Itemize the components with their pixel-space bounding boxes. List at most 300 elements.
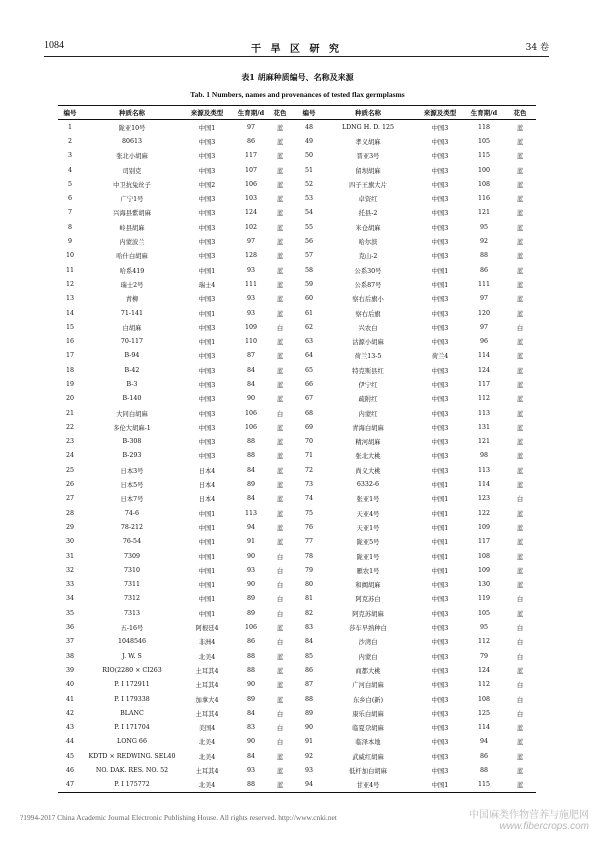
- table-cell: 疏附红: [358, 396, 378, 404]
- table-cell: 内蒙红: [358, 410, 378, 418]
- table-cell: 中国1: [431, 782, 449, 790]
- column-gap: [290, 606, 298, 620]
- table-cell: 11: [65, 266, 74, 274]
- copyright-footer: ?1994-2017 China Academic Journal Electronic Publishing House. All rights reserved. http://www.cnki.net: [20, 813, 337, 822]
- table-cell: 92: [304, 752, 313, 760]
- column-gap: [290, 763, 298, 777]
- column-header: 生育期/d: [237, 109, 265, 117]
- table-cell: 察右后旗小: [352, 296, 384, 304]
- table-cell: 蓝: [276, 753, 284, 761]
- table-cell: 日本4: [198, 496, 216, 504]
- table-row: [58, 234, 536, 248]
- table-row: [58, 120, 536, 135]
- table-row: [58, 549, 536, 563]
- table-cell: 中国1: [431, 567, 449, 575]
- table-cell: 武威红胡麻: [352, 753, 384, 761]
- table-cell: 1: [67, 123, 72, 131]
- table-cell: 80: [304, 581, 313, 589]
- table-cell: 蓝: [276, 482, 284, 490]
- table-cell: 90: [246, 552, 255, 560]
- table-row: [58, 220, 536, 234]
- table-cell: 中国1: [198, 539, 216, 547]
- table-cell: 108: [477, 695, 491, 703]
- column-gap: [290, 363, 298, 377]
- table-cell: 瑞士4: [198, 281, 216, 289]
- table-cell: 121: [477, 438, 491, 446]
- table-cell: RIO(2280 × CI263: [102, 666, 162, 674]
- column-gap: [290, 635, 298, 649]
- table-cell: 中国3: [431, 124, 449, 132]
- table-cell: 蓝: [516, 467, 524, 475]
- table-cell: 109: [244, 323, 258, 331]
- table-cell: 18: [65, 366, 74, 374]
- table-cell: 123: [477, 495, 491, 503]
- column-gap: [290, 620, 298, 634]
- table-cell: 北美4: [198, 753, 216, 761]
- table-cell: 荷兰4: [431, 353, 449, 361]
- table-cell: 54: [304, 209, 313, 217]
- table-cell: 114: [477, 481, 491, 489]
- table-cell: 116: [477, 195, 491, 203]
- table-cell: 白: [276, 553, 284, 561]
- table-cell: 晋亚3号: [356, 153, 380, 161]
- table-cell: 中国1: [431, 482, 449, 490]
- table-cell: P. I 171704: [114, 724, 150, 732]
- column-gap: [290, 334, 298, 348]
- table-cell: 中国3: [198, 167, 216, 175]
- table-cell: 10: [65, 252, 74, 260]
- table-cell: 中国1: [431, 524, 449, 532]
- table-cell: 蓝: [516, 253, 524, 261]
- table-cell: 蓝: [276, 210, 284, 218]
- table-cell: 蓝: [516, 296, 524, 304]
- table-cell: 美国4: [198, 725, 216, 733]
- volume-label: 34 卷: [525, 43, 549, 53]
- table-row: [58, 749, 536, 763]
- table-cell: 白: [516, 625, 524, 633]
- table-cell: 蓝: [516, 396, 524, 404]
- table-cell: 88: [246, 652, 255, 660]
- table-cell: 79: [479, 652, 488, 660]
- table-row: [58, 506, 536, 520]
- table-cell: 111: [477, 280, 491, 288]
- table-cell: 72: [304, 466, 313, 474]
- table-cell: 108: [477, 180, 491, 188]
- column-gap: [290, 735, 298, 749]
- table-cell: 托县-2: [358, 210, 378, 218]
- table-cell: KDTD × REDWING. SEL40: [88, 752, 176, 760]
- table-cell: 白胡麻: [122, 324, 142, 332]
- table-cell: 87: [246, 352, 255, 360]
- table-cell: 北美4: [198, 739, 216, 747]
- table-cell: 86: [246, 137, 255, 145]
- table-cell: 7310: [123, 566, 141, 574]
- table-cell: 米仓胡麻: [355, 224, 381, 232]
- table-row: [58, 449, 536, 463]
- table-row: [58, 535, 536, 549]
- table-row: [58, 134, 536, 148]
- table-cell: 蓝: [516, 753, 524, 761]
- column-header: 编号: [63, 109, 77, 117]
- table-cell: 蓝: [516, 768, 524, 775]
- table-cell: 蓝: [276, 138, 284, 146]
- table-cell: 70-117: [120, 338, 144, 346]
- table-cell: 土耳其4: [195, 768, 219, 775]
- table-cell: 中国3: [198, 224, 216, 232]
- table-cell: 103: [244, 195, 258, 203]
- table-cell: 8: [67, 223, 72, 231]
- table-cell: 中国3: [431, 625, 449, 633]
- table-cell: 蓝: [276, 524, 284, 532]
- table-cell: 中国2: [198, 181, 216, 189]
- table-cell: 中国3: [431, 224, 449, 232]
- table-cell: 中国3: [431, 324, 449, 332]
- table-caption-english: Tab. 1 Numbers, names and provenances of tested flax germplasms: [190, 90, 405, 99]
- column-gap: [290, 206, 298, 220]
- table-row: [58, 420, 536, 434]
- table-cell: 84: [246, 752, 255, 760]
- table-cell: 4: [67, 166, 72, 174]
- table-cell: 中国3: [431, 639, 449, 647]
- table-cell: 白: [276, 610, 284, 618]
- table-row: [58, 720, 536, 734]
- table-cell: 108: [477, 552, 491, 560]
- table-cell: 74-6: [124, 509, 140, 517]
- table-row: [58, 492, 536, 506]
- table-cell: 陇亚10号: [118, 124, 146, 132]
- table-cell: 蓝: [516, 210, 524, 218]
- table-cell: 130: [477, 581, 491, 589]
- table-cell: 蓝: [516, 453, 524, 461]
- table-cell: 2: [67, 137, 72, 145]
- table-cell: 59: [304, 280, 313, 288]
- watermark-line1: 中国麻类作物营养与施肥网: [469, 810, 589, 821]
- table-cell: 45: [65, 752, 74, 760]
- column-gap: [290, 177, 298, 191]
- table-cell: 中国1: [198, 310, 216, 318]
- table-cell: 中国1: [431, 267, 449, 275]
- table-cell: 60: [304, 295, 313, 303]
- table-cell: 中国3: [198, 253, 216, 261]
- table-cell: 蓝: [516, 667, 524, 675]
- table-cell: 中国1: [198, 596, 216, 604]
- table-cell: 蓝: [276, 539, 284, 547]
- table-cell: 88: [304, 695, 313, 703]
- table-cell: 90: [304, 724, 313, 732]
- table-cell: 87: [304, 681, 313, 689]
- table-cell: 89: [246, 481, 255, 489]
- table-cell: 土耳其4: [195, 682, 219, 690]
- table-cell: 39: [65, 666, 74, 674]
- table-cell: 蓝: [276, 768, 284, 775]
- table-cell: 中国3: [431, 410, 449, 418]
- table-row: [58, 149, 536, 163]
- table-cell: 67: [304, 395, 313, 403]
- table-cell: 白: [276, 725, 284, 733]
- column-gap: [290, 249, 298, 263]
- column-gap: [290, 692, 298, 706]
- table-cell: 蓝: [276, 367, 284, 375]
- table-cell: B-94: [124, 352, 140, 360]
- table-row: [58, 435, 536, 449]
- column-gap: [290, 492, 298, 506]
- table-cell: 124: [477, 666, 491, 674]
- table-cell: 蓝: [276, 510, 284, 518]
- table-cell: 9: [67, 238, 72, 246]
- table-cell: 蓝: [516, 353, 524, 361]
- table-cell: 瑞士2号: [120, 281, 144, 289]
- table-cell: 7309: [123, 552, 141, 560]
- table-cell: 日本7号: [120, 496, 144, 504]
- table-cell: 中国3: [431, 138, 449, 146]
- table-cell: 中国3: [431, 653, 449, 661]
- table-cell: 青海白胡麻: [352, 424, 384, 432]
- table-cell: 64: [304, 352, 313, 360]
- table-cell: 56: [304, 238, 313, 246]
- table-row: [58, 649, 536, 663]
- table-cell: 中卫抗兔丝子: [113, 181, 151, 189]
- table-cell: 88: [479, 767, 488, 774]
- table-cell: 89: [246, 695, 255, 703]
- table-row: [58, 363, 536, 377]
- column-header: 花色: [273, 109, 287, 117]
- table-cell: 北美4: [198, 653, 216, 661]
- table-cell: 中国3: [198, 210, 216, 218]
- table-cell: 蓝: [516, 124, 524, 132]
- column-gap: [290, 277, 298, 291]
- table-cell: 康乐白胡麻: [352, 710, 384, 718]
- table-cell: 106: [244, 624, 258, 632]
- table-cell: 90: [246, 738, 255, 746]
- table-cell: 白: [276, 567, 284, 575]
- table-cell: 19: [65, 380, 74, 388]
- table-cell: 蓝: [516, 510, 524, 518]
- table-cell: 48: [304, 123, 313, 131]
- table-cell: 91: [246, 538, 255, 546]
- table-cell: 蓝: [516, 782, 524, 790]
- column-gap: [290, 720, 298, 734]
- table-cell: 蓝: [276, 339, 284, 347]
- table-cell: 蓝: [516, 281, 524, 289]
- table-cell: 中国3: [198, 153, 216, 161]
- table-cell: 36: [65, 624, 74, 632]
- table-cell: 蓝: [516, 196, 524, 204]
- table-cell: 低杆加白胡麻: [349, 768, 387, 775]
- table-cell: 中国3: [198, 239, 216, 247]
- table-cell: 日本5号: [120, 482, 144, 490]
- table-cell: 中国3: [431, 167, 449, 175]
- table-cell: 中国3: [198, 410, 216, 418]
- table-cell: 中国3: [431, 239, 449, 247]
- column-gap: [290, 349, 298, 363]
- table-cell: 63: [304, 338, 313, 346]
- table-cell: 蓝: [276, 381, 284, 389]
- table-row: [58, 477, 536, 491]
- table-cell: 白: [516, 596, 524, 604]
- table-row: [58, 191, 536, 205]
- table-cell: 81: [304, 595, 313, 603]
- table-cell: 克山-2: [358, 253, 378, 261]
- table-cell: P. I 172911: [114, 681, 150, 689]
- column-gap: [290, 220, 298, 234]
- table-row: [58, 763, 536, 777]
- table-cell: P. I 179338: [114, 695, 150, 703]
- table-cell: 84: [246, 466, 255, 474]
- table-cell: 蓝: [276, 281, 284, 289]
- table-cell: 中国3: [198, 353, 216, 361]
- table-cell: 公系87号: [354, 281, 382, 289]
- table-cell: 98: [479, 452, 488, 460]
- table-cell: 112: [477, 638, 491, 646]
- table-cell: 中国1: [198, 567, 216, 575]
- table-cell: 90: [246, 395, 255, 403]
- table-cell: 商都大桃: [355, 667, 381, 675]
- table-caption-chinese: 表1 胡麻种质编号、名称及来源: [241, 72, 354, 82]
- table-cell: 蓝: [516, 610, 524, 618]
- table-cell: 71-141: [120, 309, 144, 317]
- table-cell: 41: [65, 695, 74, 703]
- table-cell: 30: [65, 538, 74, 546]
- column-gap: [290, 463, 298, 477]
- table-cell: 中国3: [431, 682, 449, 690]
- table-row: [58, 406, 536, 420]
- table-cell: 中国1: [198, 610, 216, 618]
- table-cell: 莎车早熟种白: [349, 625, 387, 633]
- table-cell: 卓资红: [358, 196, 378, 204]
- table-cell: 蓝: [276, 496, 284, 504]
- table-cell: 蓝: [276, 625, 284, 633]
- table-cell: 29: [65, 523, 74, 531]
- table-cell: J. W. S: [122, 652, 142, 660]
- table-cell: 中国3: [198, 138, 216, 146]
- table-cell: 中国3: [431, 210, 449, 218]
- table-cell: 中国1: [431, 510, 449, 518]
- table-cell: 白: [516, 496, 524, 504]
- table-row: [58, 292, 536, 306]
- table-cell: 中国3: [431, 153, 449, 161]
- table-cell: 97: [479, 323, 488, 331]
- column-gap: [290, 549, 298, 563]
- table-row: [58, 563, 536, 577]
- table-cell: 中国3: [431, 339, 449, 347]
- table-cell: 张亚1号: [356, 496, 380, 504]
- table-cell: 土耳其4: [195, 710, 219, 718]
- column-gap: [290, 520, 298, 534]
- table-cell: 日本4: [198, 467, 216, 475]
- table-cell: 51: [304, 166, 313, 174]
- table-cell: 83: [304, 624, 313, 632]
- table-cell: 白: [516, 696, 524, 704]
- table-cell: 白: [516, 682, 524, 690]
- table-cell: 中国1: [198, 339, 216, 347]
- table-cell: 伊宁红: [358, 381, 378, 389]
- table-cell: 中国1: [431, 496, 449, 504]
- table-cell: 125: [477, 709, 491, 717]
- table-cell: 中国3: [198, 439, 216, 447]
- table-cell: 中国3: [431, 768, 449, 775]
- table-row: [58, 206, 536, 220]
- table-cell: 北美4: [198, 782, 216, 790]
- table-cell: 121: [477, 209, 491, 217]
- table-cell: 107: [244, 166, 258, 174]
- column-gap: [290, 578, 298, 592]
- table-cell: 蓝: [276, 167, 284, 175]
- running-header: [44, 40, 549, 54]
- table-cell: 86: [479, 752, 488, 760]
- table-cell: 中国3: [431, 424, 449, 432]
- table-cell: 111: [244, 280, 258, 288]
- table-body: [58, 120, 536, 793]
- table-cell: 74: [304, 495, 313, 503]
- table-cell: 天亚4号: [356, 510, 380, 518]
- table-cell: 阿克苏白: [355, 596, 381, 604]
- table-cell: 哈什白胡麻: [116, 253, 148, 261]
- table-cell: 106: [244, 180, 258, 188]
- table-cell: 五-16号: [120, 625, 144, 633]
- table-cell: 84: [246, 709, 255, 717]
- column-gap: [290, 435, 298, 449]
- table-cell: 7: [67, 209, 72, 217]
- table-cell: 白: [516, 653, 524, 661]
- table-cell: 蓝: [276, 296, 284, 304]
- table-row: [58, 163, 536, 177]
- column-gap: [290, 106, 298, 120]
- table-cell: 阿克苏胡麻: [352, 610, 384, 618]
- table-cell: 中国3: [198, 424, 216, 432]
- table-cell: 蓝: [276, 196, 284, 204]
- table-cell: 内蒙波兰: [119, 239, 145, 247]
- table-cell: 中国3: [431, 582, 449, 590]
- column-gap: [290, 191, 298, 205]
- table-row: [58, 706, 536, 720]
- table-cell: 7312: [123, 595, 141, 603]
- table-cell: 84: [246, 366, 255, 374]
- table-cell: 非洲4: [198, 639, 216, 647]
- table-cell: 中国1: [431, 539, 449, 547]
- table-cell: 89: [246, 595, 255, 603]
- table-cell: 中国1: [198, 124, 216, 132]
- table-cell: 40: [65, 681, 74, 689]
- table-cell: 蓝: [276, 782, 284, 790]
- table-cell: 蓝: [276, 682, 284, 690]
- table-cell: 蓝: [516, 539, 524, 547]
- table-cell: 兴农白: [358, 324, 378, 332]
- column-header: 编号: [302, 109, 316, 117]
- table-cell: 46: [65, 767, 74, 774]
- table-cell: 86: [304, 666, 313, 674]
- table-cell: 中国3: [431, 396, 449, 404]
- table-cell: 蓝: [276, 396, 284, 404]
- table-cell: 93: [246, 309, 255, 317]
- table-cell: 31: [65, 552, 74, 560]
- table-cell: 115: [477, 781, 491, 789]
- table-cell: 33: [65, 581, 74, 589]
- table-row: [58, 635, 536, 649]
- table-cell: 122: [477, 509, 491, 517]
- table-cell: 中国3: [431, 381, 449, 389]
- table-row: [58, 663, 536, 677]
- table-cell: 76: [304, 523, 313, 531]
- table-cell: 65: [304, 366, 313, 374]
- table-cell: 83: [246, 724, 255, 732]
- table-cell: 蓝: [516, 524, 524, 532]
- table-cell: 留坝胡麻: [355, 167, 381, 175]
- column-gap: [290, 563, 298, 577]
- table-cell: 蓝: [516, 567, 524, 575]
- table-cell: 43: [65, 724, 74, 732]
- table-cell: 69: [304, 423, 313, 431]
- table-cell: 94: [304, 781, 313, 789]
